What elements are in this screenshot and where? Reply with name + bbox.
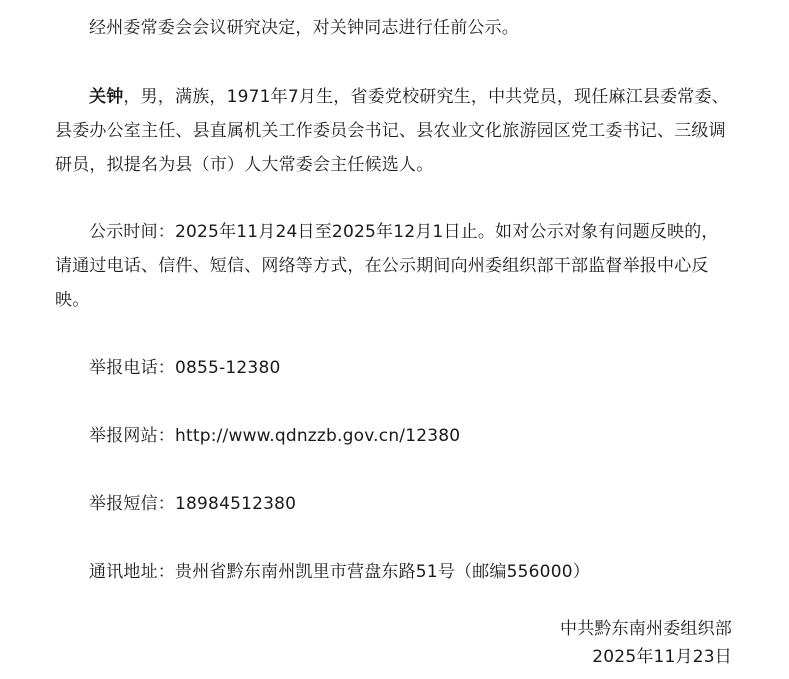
intro-paragraph: 经州委常委会会议研究决定，对关钟同志进行任前公示。: [89, 18, 519, 38]
report-sms: 举报短信：18984512380: [89, 494, 297, 514]
candidate-description: ，男，满族，1971年7月生，省委党校研究生，中共党员，现任麻江县委常委、县委办公室主任、县直属机关工作委员会书记、县农业文化旅游园区党工委书记、三级调研员，拟提名为县（市）人大常委会主任候选人。: [55, 87, 729, 175]
report-phone: 举报电话：0855-12380: [89, 358, 281, 378]
candidate-name: 关钟: [89, 87, 124, 107]
mailing-address: 通讯地址：贵州省黔东南州凯里市营盘东路51号（邮编556000）: [89, 562, 590, 582]
signature-date: 2025年11月23日: [592, 647, 732, 667]
notice-paragraph: 公示时间：2025年11月24日至2025年12月1日止。如对公示对象有问题反映的，请通过电话、信件、短信、网络等方式，在公示期间向州委组织部干部监督举报中心反映。: [55, 222, 719, 310]
candidate-paragraph: [55, 80, 735, 182]
signature-organization: 中共黔东南州委组织部: [560, 619, 732, 639]
report-website: 举报网站：http://www.qdnzzb.gov.cn/12380: [89, 426, 461, 446]
